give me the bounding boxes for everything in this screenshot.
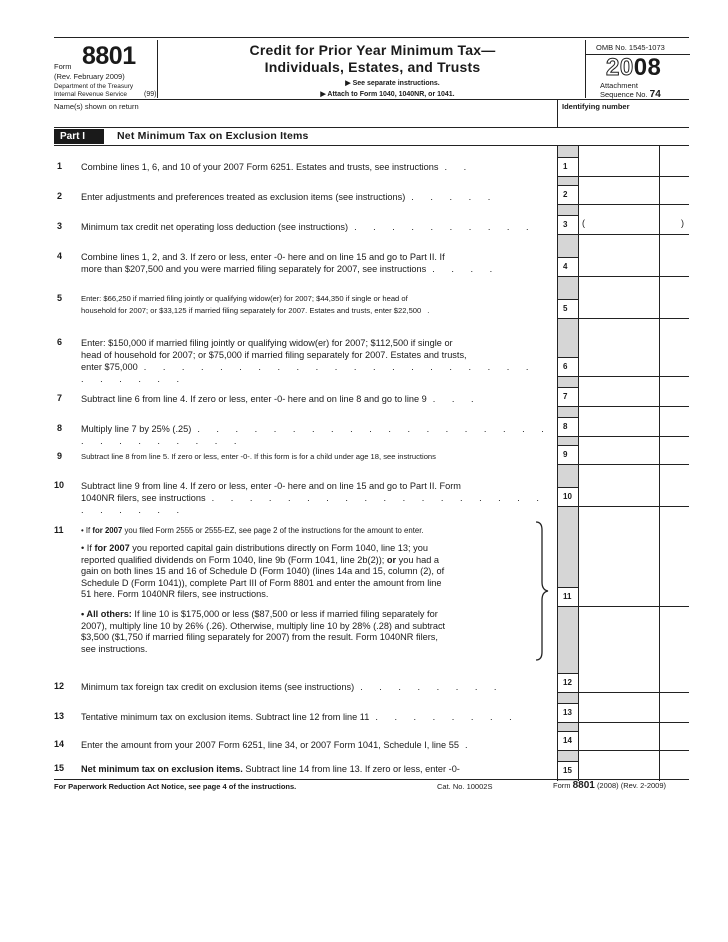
line-2-amount-field[interactable] <box>578 204 689 205</box>
form-word: Form <box>54 62 72 71</box>
line-11-b2-b: reported qualified dividends on Form 1040, line 9b (Form 1041, line 2b(2)); <box>81 554 387 565</box>
line-13-number: 13 <box>54 711 65 721</box>
line-12-label: Minimum tax foreign tax credit on exclusion items (see instructions) <box>81 682 355 692</box>
line-4-box: 4 <box>557 257 578 277</box>
line-11-b1-pre: • If <box>81 526 93 535</box>
name-id-divider <box>557 99 558 127</box>
omb-number: OMB No. 1545-1073 <box>596 43 665 52</box>
line-6-text-a: Enter: $150,000 if married filing jointly or qualifying widow(er) for 2007; $112,500 if single or <box>81 338 453 348</box>
line-8-dots: . . . . . . . . . . . . . . . . . . . . . . . . . . . . <box>81 424 551 446</box>
line-3-dots: . . . . . . . . . . <box>354 222 536 232</box>
line-11-b3-b: 2007), multiply line 10 by 26% (.26). Otherwise, multiply line 10 by 28% (.28) and subtract <box>81 620 446 631</box>
line-13-label: Tentative minimum tax on exclusion items. Subtract line 12 from line 11 <box>81 712 370 722</box>
line-8-number: 8 <box>57 423 63 433</box>
line-15-label: Subtract line 14 from line 13. If zero or less, enter -0- <box>242 764 460 774</box>
line-11-b2-a: you reported capital gain distributions directly on Form 1040, line 13; you <box>129 543 428 553</box>
line-15-bold: Net minimum tax on exclusion items. <box>81 764 243 774</box>
line-1-label: Combine lines 1, 6, and 10 of your 2007 Form 6251. Estates and trusts, see instructions <box>81 162 439 172</box>
instruction-see-separate: ▶ See separate instructions. <box>345 80 440 87</box>
footer-form-word: Form <box>553 781 571 790</box>
line-14-box: 14 <box>557 731 578 751</box>
line-13-amount-field[interactable] <box>578 722 689 723</box>
part-rule <box>54 145 689 146</box>
department-block <box>54 83 133 99</box>
line-7-number: 7 <box>57 393 63 403</box>
line-4-text-b: more than $207,500 and you were married filing separately for 2007, see instructions <box>81 264 427 274</box>
line-1-box: 1 <box>557 157 578 177</box>
paperwork-notice: For Paperwork Reduction Act Notice, see page 4 of the instructions. <box>54 782 297 791</box>
attachment-label: Attachment <box>600 81 638 90</box>
line-11-b3-bold: • All others: <box>81 609 132 619</box>
line-11-b2-d: Schedule D (Form 1041)), complete Part III of Form 8801 and enter the amount from line <box>81 577 442 588</box>
line-15-number: 15 <box>54 763 65 773</box>
line-12-text <box>81 681 553 693</box>
line-1-amount-field[interactable] <box>578 176 689 177</box>
line-12-amount-field[interactable] <box>578 692 689 693</box>
footer-form-id <box>553 780 666 791</box>
line-10-number: 10 <box>54 480 65 490</box>
line-15-text <box>81 763 553 775</box>
line-14-label: Enter the amount from your 2007 Form 6251, line 34, or 2007 Form 1041, Schedule I, line 55 <box>81 740 459 750</box>
part-label: Part I <box>54 129 104 144</box>
line-10-text-a: Subtract line 9 from line 4. If zero or less, enter -0- here and on line 15 and go to Part II. Form <box>81 481 461 491</box>
line-13-dots: . . . . . . . . <box>375 712 519 722</box>
line-6-box: 6 <box>557 357 578 377</box>
line-11-b3-a: If line 10 is $175,000 or less ($87,500 or less if married filing separately for <box>131 609 438 619</box>
line-11-b2-e: 51 here. Form 1040NR filers, see instructions. <box>81 589 269 599</box>
line-11-b2-pre: • If <box>81 543 95 553</box>
line-14-text <box>81 739 553 751</box>
footer-form-rev: (2008) (Rev. 2-2009) <box>596 781 666 790</box>
line-12-box: 12 <box>557 673 578 693</box>
line-10-text-b: 1040NR filers, see instructions <box>81 493 206 503</box>
line-11-bullet-1 <box>81 525 531 537</box>
line-11-b2-or: or <box>386 554 397 565</box>
sequence-number: 74 <box>649 89 661 100</box>
line-11-amount-field[interactable] <box>578 606 689 607</box>
line-11-b2-b2: you had a <box>396 554 440 565</box>
line-11-b2-bold: for 2007 <box>94 543 130 553</box>
omb-year-block <box>585 40 689 98</box>
line-9-amount-field[interactable] <box>578 464 689 465</box>
line-11-number: 11 <box>54 525 64 535</box>
line-9-box: 9 <box>557 445 578 465</box>
name-row-rule <box>54 127 689 128</box>
line-8-text <box>81 423 553 447</box>
name-field-label: Name(s) shown on return <box>54 102 139 111</box>
department-name: Department of the Treasury <box>54 83 134 90</box>
line-13-text <box>81 711 553 723</box>
line-5-box: 5 <box>557 299 578 319</box>
line-6-dots: . . . . . . . . . . . . . . . . . . . . . . . . . . . <box>81 362 536 384</box>
line-1-text <box>81 161 553 173</box>
line-11-box: 11 <box>557 587 578 607</box>
line-11-b3-d: see instructions. <box>81 643 148 654</box>
line-4-text <box>81 251 553 275</box>
line-7-dots: . . . <box>432 394 481 404</box>
line-6-number: 6 <box>57 337 63 347</box>
tax-year-bold: 08 <box>633 54 662 81</box>
line-4-text-a: Combine lines 1, 2, and 3. If zero or less, enter -0- here and on line 15 and go to Part II. If <box>81 252 445 262</box>
line-13-box: 13 <box>557 703 578 723</box>
line-3-paren-open: ( <box>582 218 585 228</box>
line-2-number: 2 <box>57 191 63 201</box>
line-6-text <box>81 337 553 385</box>
revision-date: (Rev. February 2009) <box>54 72 125 81</box>
agency-code: (99) <box>144 91 157 98</box>
line-11-bullet-2 <box>81 543 531 601</box>
line-11-b3-c: $3,500 ($1,750 if married filing separately for 2007) from the result. Form 1040NR filers, <box>81 632 438 642</box>
line-5-text-b: household for 2007; or $33,125 if married filing separately for 2007. Estates and trusts, enter $22,500 <box>81 306 422 315</box>
line-9-text: Subtract line 8 from line 5. If zero or less, enter -0-. If this form is for a child under age 18, see instructions <box>81 452 436 461</box>
line-14-amount-field[interactable] <box>578 750 689 751</box>
header-top-rule <box>54 37 689 38</box>
line-10-text <box>81 480 553 516</box>
line-10-amount-field[interactable] <box>578 506 689 507</box>
tax-year <box>606 54 661 82</box>
header-bottom-rule <box>54 99 689 100</box>
line-12-number: 12 <box>54 681 65 691</box>
line-11-b1-post: you filed Form 2555 or 2555-EZ, see page 2 of the instructions for the amount to enter. <box>122 526 424 535</box>
line-11-b1-bold: for 2007 <box>92 526 123 535</box>
line-5-text <box>81 293 553 317</box>
line-5-amount-field[interactable] <box>578 318 689 319</box>
line-6-amount-field[interactable] <box>578 376 689 377</box>
line-2-text <box>81 191 553 203</box>
footer-form-number: 8801 <box>572 780 595 791</box>
line-6-text-c: enter $75,000 <box>81 362 138 372</box>
form-id-block <box>54 40 158 98</box>
line-4-dots: . . . . <box>432 264 500 274</box>
line-3-box: 3 <box>557 215 578 235</box>
line-7-amount-field[interactable] <box>578 406 689 407</box>
line-5-text-a: Enter: $66,250 if married filing jointly or qualifying widow(er) for 2007; $44,350 if single or head of <box>81 294 408 303</box>
line-7-text <box>81 393 553 405</box>
form-title-block <box>160 40 585 98</box>
attachment-sequence <box>600 81 661 99</box>
line-9-number: 9 <box>57 451 63 461</box>
line-7-label: Subtract line 6 from line 4. If zero or less, enter -0- here and on line 8 and go to line 9 <box>81 394 427 404</box>
line-3-amount-field[interactable] <box>578 234 689 235</box>
sequence-label: Sequence No. <box>600 90 648 99</box>
form-number: 8801 <box>82 42 136 70</box>
line-7-box: 7 <box>557 387 578 407</box>
tax-year-outline: 20 <box>606 54 634 81</box>
line-11-b2-c: gain on both lines 15 and 16 of Schedule D (Form 1040) (lines 14a and 15, column (2), of <box>81 566 445 576</box>
catalog-number: Cat. No. 10002S <box>437 782 493 791</box>
irs-name: Internal Revenue Service <box>54 91 127 98</box>
line-6-text-b: head of household for 2007; or $75,000 if married filing separately for 2007. Estates and trusts, <box>81 350 467 360</box>
line-1-number: 1 <box>57 161 63 171</box>
line-4-amount-field[interactable] <box>578 276 689 277</box>
form-title-line2: Individuals, Estates, and Trusts <box>264 59 481 75</box>
line-3-text <box>81 221 553 233</box>
line-12-dots: . . . . . . . . <box>360 682 504 692</box>
line-3-label: Minimum tax credit net operating loss deduction (see instructions) <box>81 222 349 232</box>
form-title-line1: Credit for Prior Year Minimum Tax— <box>249 42 496 58</box>
line-3-paren-close: ) <box>681 218 684 228</box>
line-2-dots: . . . . . <box>411 192 498 202</box>
line-2-box: 2 <box>557 185 578 205</box>
line-14-dots: . <box>464 740 475 750</box>
line-3-number: 3 <box>57 221 63 231</box>
line-1-dots: . . <box>444 162 474 172</box>
line-10-box: 10 <box>557 487 578 507</box>
line-10-dots: . . . . . . . . . . . . . . . . . . . . . . . . <box>81 493 546 515</box>
line-2-label: Enter adjustments and preferences treated as exclusion items (see instructions) <box>81 192 406 202</box>
line-5-dots: . <box>427 306 437 315</box>
line-4-number: 4 <box>57 251 63 261</box>
line-14-number: 14 <box>54 739 65 749</box>
line-11-brace <box>532 520 550 662</box>
line-8-label: Multiply line 7 by 25% (.25) <box>81 424 192 434</box>
line-8-box: 8 <box>557 417 578 437</box>
identifying-number-label: Identifying number <box>562 102 630 111</box>
line-5-number: 5 <box>57 293 63 303</box>
line-11-bullet-3 <box>81 609 531 655</box>
line-8-amount-field[interactable] <box>578 436 689 437</box>
part-title: Net Minimum Tax on Exclusion Items <box>117 130 309 142</box>
line-15-box: 15 <box>557 761 578 780</box>
instruction-attach: ▶ Attach to Form 1040, 1040NR, or 1041. <box>320 91 455 98</box>
